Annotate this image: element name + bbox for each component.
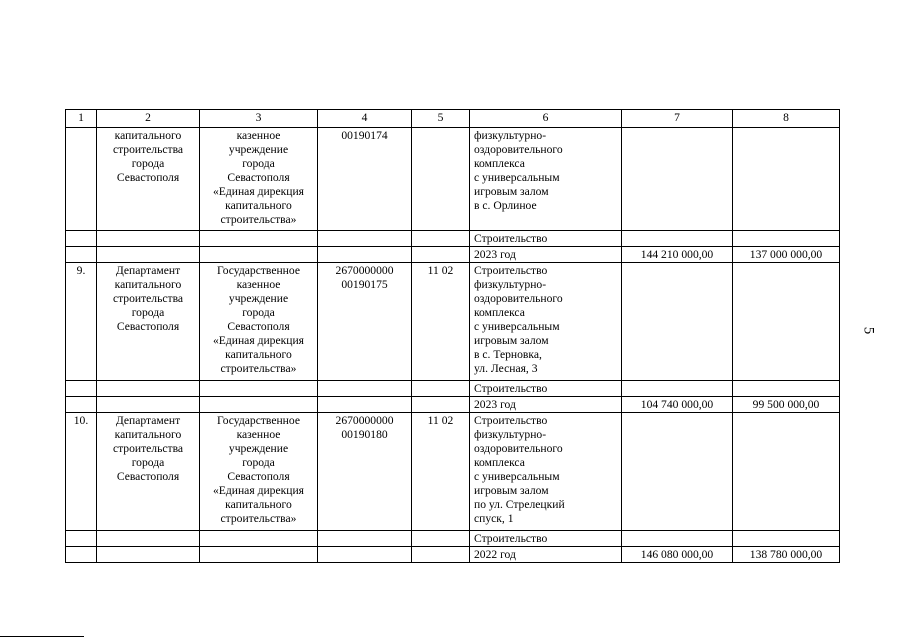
header-cell: 4 bbox=[318, 110, 412, 128]
table-row bbox=[66, 263, 840, 381]
department-cell: Департамент капитального строительства города Севастополя bbox=[97, 263, 200, 381]
code-cell: 2670000000 00190175 bbox=[318, 263, 412, 381]
department-cell: капитального строительства города Севастополя bbox=[97, 128, 200, 231]
budget-table bbox=[65, 109, 840, 563]
amount-cell: 99 500 000,00 bbox=[733, 397, 840, 413]
amount-cell bbox=[622, 531, 733, 547]
amount-cell: 144 210 000,00 bbox=[622, 247, 733, 263]
amount-cell: 104 740 000,00 bbox=[622, 397, 733, 413]
table-row bbox=[66, 128, 840, 231]
header-cell: 2 bbox=[97, 110, 200, 128]
table-row bbox=[66, 547, 840, 563]
amount-cell bbox=[622, 263, 733, 381]
amount-cell bbox=[733, 231, 840, 247]
code-cell: 2670000000 00190180 bbox=[318, 413, 412, 531]
year-cell: 2023 год bbox=[470, 397, 622, 413]
amount-cell bbox=[622, 231, 733, 247]
code-cell: 00190174 bbox=[318, 128, 412, 231]
section-cell bbox=[412, 128, 470, 231]
table-row bbox=[66, 531, 840, 547]
work-type-cell: Строительство bbox=[470, 531, 622, 547]
table-row bbox=[66, 413, 840, 531]
amount-cell bbox=[733, 381, 840, 397]
object-name-cell: Строительство физкультурно- оздоровительного комплекса с универсальным игровым залом в с. Терновка, ул. Лесная, 3 bbox=[470, 263, 622, 381]
work-type-cell: Строительство bbox=[470, 381, 622, 397]
year-cell: 2022 год bbox=[470, 547, 622, 563]
footnote-divider bbox=[0, 636, 84, 637]
section-cell: 11 02 bbox=[412, 413, 470, 531]
institution-cell: Государственное казенное учреждение города Севастополя «Единая дирекция капитального строительства» bbox=[200, 263, 318, 381]
amount-cell: 146 080 000,00 bbox=[622, 547, 733, 563]
amount-cell bbox=[733, 128, 840, 231]
header-cell: 1 bbox=[66, 110, 97, 128]
header-cell: 7 bbox=[622, 110, 733, 128]
amount-cell bbox=[733, 413, 840, 531]
institution-cell: казенное учреждение города Севастополя «Единая дирекция капитального строительства» bbox=[200, 128, 318, 231]
table-header-row bbox=[66, 110, 840, 128]
work-type-cell: Строительство bbox=[470, 231, 622, 247]
row-number-cell bbox=[66, 128, 97, 231]
table-row bbox=[66, 247, 840, 263]
row-number-cell: 9. bbox=[66, 263, 97, 381]
header-cell: 5 bbox=[412, 110, 470, 128]
amount-cell: 138 780 000,00 bbox=[733, 547, 840, 563]
amount-cell: 137 000 000,00 bbox=[733, 247, 840, 263]
amount-cell bbox=[733, 531, 840, 547]
row-number-cell: 10. bbox=[66, 413, 97, 531]
amount-cell bbox=[622, 413, 733, 531]
amount-cell bbox=[733, 263, 840, 381]
header-cell: 8 bbox=[733, 110, 840, 128]
page-number: 5 bbox=[860, 326, 877, 335]
institution-cell: Государственное казенное учреждение города Севастополя «Единая дирекция капитального строительства» bbox=[200, 413, 318, 531]
table-row bbox=[66, 397, 840, 413]
department-cell: Департамент капитального строительства города Севастополя bbox=[97, 413, 200, 531]
amount-cell bbox=[622, 381, 733, 397]
object-name-cell: физкультурно- оздоровительного комплекса с универсальным игровым залом в с. Орлиное bbox=[470, 128, 622, 231]
amount-cell bbox=[622, 128, 733, 231]
year-cell: 2023 год bbox=[470, 247, 622, 263]
table-row bbox=[66, 381, 840, 397]
table-row bbox=[66, 231, 840, 247]
object-name-cell: Строительство физкультурно- оздоровительного комплекса с универсальным игровым залом по ул. Стрелецкий спуск, 1 bbox=[470, 413, 622, 531]
header-cell: 3 bbox=[200, 110, 318, 128]
section-cell: 11 02 bbox=[412, 263, 470, 381]
header-cell: 6 bbox=[470, 110, 622, 128]
